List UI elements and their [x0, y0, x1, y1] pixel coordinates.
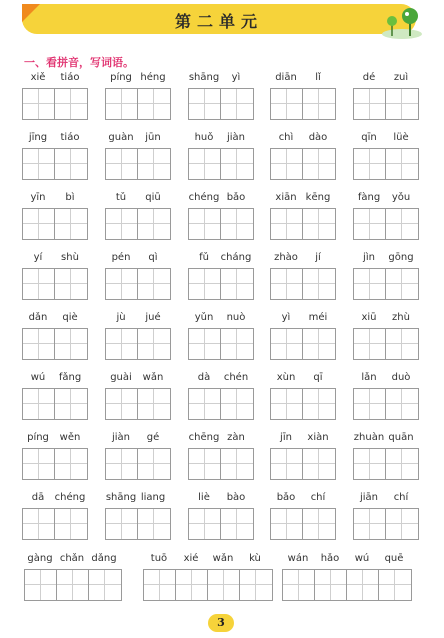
tian-zi-ge-cell[interactable] — [354, 329, 386, 359]
tian-zi-ge-cell[interactable] — [55, 329, 87, 359]
pinyin-syllable: bào — [226, 492, 246, 503]
tian-zi-ge-cell[interactable] — [354, 389, 386, 419]
tian-zi-ge-cell[interactable] — [221, 509, 253, 539]
tian-zi-ge-cell[interactable] — [55, 269, 87, 299]
pinyin-syllable: duò — [391, 372, 411, 383]
writing-boxes — [22, 328, 88, 360]
tian-zi-ge-cell[interactable] — [271, 149, 303, 179]
pinyin-syllable: yīn — [30, 192, 46, 203]
pinyin-syllable: jiàn — [226, 132, 246, 143]
writing-boxes — [105, 328, 171, 360]
writing-boxes — [270, 268, 336, 300]
tian-zi-ge-cell[interactable] — [89, 570, 121, 600]
writing-boxes — [22, 268, 88, 300]
tian-zi-ge-cell[interactable] — [189, 509, 221, 539]
pinyin-syllable: fàng — [357, 192, 381, 203]
pinyin-syllable: wǎn — [212, 553, 234, 564]
tian-zi-ge-cell[interactable] — [25, 570, 57, 600]
tian-zi-ge-cell[interactable] — [138, 509, 170, 539]
pinyin-syllable: xiān — [275, 192, 297, 203]
pinyin-syllable: jūn — [145, 132, 161, 143]
tian-zi-ge-cell[interactable] — [386, 209, 418, 239]
writing-boxes — [22, 148, 88, 180]
writing-boxes — [188, 268, 254, 300]
pinyin-syllable: chǎn — [59, 553, 85, 564]
pinyin-syllable: gé — [146, 432, 160, 443]
page-title: 第二单元 — [174, 12, 263, 31]
pinyin-syllable: tuō — [150, 553, 168, 564]
pinyin-syllable: dé — [362, 72, 376, 83]
tian-zi-ge-cell[interactable] — [23, 509, 55, 539]
tian-zi-ge-cell[interactable] — [138, 209, 170, 239]
pinyin-syllable: pén — [111, 252, 131, 263]
writing-boxes — [270, 388, 336, 420]
pinyin-syllable: bǎo — [226, 192, 246, 203]
pinyin-syllable: yǔn — [194, 312, 214, 323]
tian-zi-ge-cell[interactable] — [138, 269, 170, 299]
tian-zi-ge-cell[interactable] — [189, 329, 221, 359]
tian-zi-ge-cell[interactable] — [386, 149, 418, 179]
tian-zi-ge-cell[interactable] — [303, 329, 335, 359]
pinyin-syllable: píng — [27, 432, 49, 443]
pinyin-syllable: yì — [231, 72, 241, 83]
pinyin-syllable: dà — [197, 372, 211, 383]
writing-boxes — [270, 508, 336, 540]
tian-zi-ge-cell[interactable] — [221, 149, 253, 179]
tian-zi-ge-cell[interactable] — [303, 149, 335, 179]
pinyin-syllable: wǎn — [142, 372, 164, 383]
pinyin-syllable: jīn — [280, 432, 292, 443]
writing-boxes — [105, 508, 171, 540]
writing-boxes — [188, 148, 254, 180]
unit-banner — [22, 4, 416, 34]
writing-boxes — [22, 88, 88, 120]
pinyin-syllable: jiàn — [111, 432, 131, 443]
tian-zi-ge-cell[interactable] — [189, 89, 221, 119]
pinyin-syllable: nuò — [226, 312, 246, 323]
tian-zi-ge-cell[interactable] — [189, 209, 221, 239]
writing-boxes — [22, 388, 88, 420]
tian-zi-ge-cell[interactable] — [23, 209, 55, 239]
tian-zi-ge-cell[interactable] — [55, 509, 87, 539]
tian-zi-ge-cell[interactable] — [189, 269, 221, 299]
pinyin-syllable: cháng — [220, 252, 252, 263]
tian-zi-ge-cell[interactable] — [106, 89, 138, 119]
tian-zi-ge-cell[interactable] — [303, 509, 335, 539]
pinyin-syllable: chéng — [54, 492, 86, 503]
tian-zi-ge-cell[interactable] — [271, 449, 303, 479]
tian-zi-ge-cell[interactable] — [386, 329, 418, 359]
tian-zi-ge-cell[interactable] — [221, 269, 253, 299]
tian-zi-ge-cell[interactable] — [23, 149, 55, 179]
writing-boxes — [353, 388, 419, 420]
pinyin-syllable: wú — [30, 372, 46, 383]
pinyin-syllable: dǎn — [28, 312, 48, 323]
tian-zi-ge-cell[interactable] — [55, 149, 87, 179]
pinyin-syllable: guài — [110, 372, 132, 383]
tian-zi-ge-cell[interactable] — [386, 89, 418, 119]
pinyin-syllable: chí — [310, 492, 326, 503]
tian-zi-ge-cell[interactable] — [55, 449, 87, 479]
pinyin-syllable: méi — [308, 312, 328, 323]
tian-zi-ge-cell[interactable] — [23, 389, 55, 419]
pinyin-syllable: chēng — [188, 432, 220, 443]
tian-zi-ge-cell[interactable] — [354, 89, 386, 119]
pinyin-syllable: liang — [140, 492, 166, 503]
pinyin-syllable: tǔ — [115, 192, 127, 203]
tian-zi-ge-cell[interactable] — [176, 570, 208, 600]
writing-boxes — [353, 268, 419, 300]
pinyin-syllable: shù — [61, 252, 79, 263]
pinyin-syllable: hǎo — [320, 553, 340, 564]
pinyin-syllable: quē — [384, 553, 404, 564]
tian-zi-ge-cell[interactable] — [23, 89, 55, 119]
writing-boxes — [188, 328, 254, 360]
tian-zi-ge-cell[interactable] — [303, 389, 335, 419]
pinyin-syllable: wěn — [59, 432, 81, 443]
writing-boxes — [270, 448, 336, 480]
tian-zi-ge-cell[interactable] — [189, 389, 221, 419]
tian-zi-ge-cell[interactable] — [106, 329, 138, 359]
writing-boxes — [188, 448, 254, 480]
tian-zi-ge-cell[interactable] — [386, 269, 418, 299]
pinyin-syllable: chéng — [188, 192, 220, 203]
pinyin-syllable: dào — [308, 132, 328, 143]
writing-boxes — [270, 208, 336, 240]
writing-boxes — [188, 388, 254, 420]
pinyin-syllable: lǐ — [315, 72, 321, 83]
tian-zi-ge-cell[interactable] — [271, 509, 303, 539]
tian-zi-ge-cell[interactable] — [189, 149, 221, 179]
section-title: 一、看拼音，写词语。 — [24, 56, 134, 69]
pinyin-syllable: fǔ — [199, 252, 209, 263]
pinyin-syllable: zhù — [392, 312, 410, 323]
pinyin-syllable: kù — [249, 553, 261, 564]
pinyin-syllable: shāng — [105, 492, 137, 503]
tian-zi-ge-cell[interactable] — [57, 570, 89, 600]
pinyin-syllable: lǎn — [361, 372, 377, 383]
tian-zi-ge-cell[interactable] — [138, 149, 170, 179]
pinyin-syllable: tiáo — [60, 132, 80, 143]
pinyin-syllable: xùn — [276, 372, 296, 383]
pinyin-syllable: zuì — [393, 72, 409, 83]
tian-zi-ge-cell[interactable] — [144, 570, 176, 600]
banner-corner-decoration — [22, 4, 40, 22]
pinyin-syllable: héng — [140, 72, 166, 83]
tian-zi-ge-cell[interactable] — [386, 449, 418, 479]
writing-boxes — [22, 448, 88, 480]
page-number: 3 — [208, 614, 234, 632]
pinyin-syllable: qī — [313, 372, 323, 383]
tian-zi-ge-cell[interactable] — [55, 89, 87, 119]
tian-zi-ge-cell[interactable] — [303, 449, 335, 479]
pinyin-syllable: qiè — [62, 312, 78, 323]
pinyin-syllable: xiàn — [307, 432, 329, 443]
pinyin-syllable: qiū — [145, 192, 161, 203]
tian-zi-ge-cell[interactable] — [347, 570, 379, 600]
writing-boxes — [105, 148, 171, 180]
tian-zi-ge-cell[interactable] — [271, 89, 303, 119]
writing-boxes — [105, 268, 171, 300]
writing-boxes — [188, 508, 254, 540]
tian-zi-ge-cell[interactable] — [55, 389, 87, 419]
pinyin-syllable: kēng — [305, 192, 331, 203]
pinyin-syllable: xiě — [30, 72, 46, 83]
pinyin-syllable: huǒ — [194, 132, 214, 143]
tian-zi-ge-cell[interactable] — [354, 149, 386, 179]
pinyin-syllable: jīng — [28, 132, 48, 143]
tian-zi-ge-cell[interactable] — [303, 209, 335, 239]
tian-zi-ge-cell[interactable] — [271, 389, 303, 419]
pinyin-syllable: jìn — [363, 252, 375, 263]
tian-zi-ge-cell[interactable] — [138, 89, 170, 119]
pinyin-syllable: gàng — [27, 553, 53, 564]
pinyin-syllable: zhào — [274, 252, 298, 263]
pinyin-syllable: guàn — [108, 132, 134, 143]
tian-zi-ge-cell[interactable] — [303, 89, 335, 119]
tian-zi-ge-cell[interactable] — [106, 209, 138, 239]
pinyin-syllable: liè — [198, 492, 210, 503]
pinyin-syllable: dǎng — [91, 553, 117, 564]
writing-boxes — [353, 148, 419, 180]
tian-zi-ge-cell[interactable] — [303, 269, 335, 299]
tian-zi-ge-cell[interactable] — [138, 329, 170, 359]
tian-zi-ge-cell[interactable] — [271, 329, 303, 359]
pinyin-syllable: jiān — [359, 492, 379, 503]
pinyin-syllable: chén — [223, 372, 249, 383]
tian-zi-ge-cell[interactable] — [106, 449, 138, 479]
writing-boxes — [188, 208, 254, 240]
tian-zi-ge-cell[interactable] — [221, 209, 253, 239]
tian-zi-ge-cell[interactable] — [271, 209, 303, 239]
writing-boxes — [105, 88, 171, 120]
tian-zi-ge-cell[interactable] — [354, 509, 386, 539]
pinyin-syllable: yí — [33, 252, 43, 263]
pinyin-syllable: fǎng — [58, 372, 82, 383]
writing-boxes — [188, 88, 254, 120]
pinyin-syllable: xiū — [361, 312, 377, 323]
pinyin-syllable: xié — [183, 553, 199, 564]
writing-boxes — [22, 208, 88, 240]
pinyin-syllable: lüè — [393, 132, 409, 143]
tian-zi-ge-cell[interactable] — [386, 389, 418, 419]
tian-zi-ge-cell[interactable] — [240, 570, 272, 600]
tian-zi-ge-cell[interactable] — [386, 509, 418, 539]
writing-boxes — [270, 328, 336, 360]
writing-boxes — [105, 208, 171, 240]
pinyin-syllable: yì — [281, 312, 291, 323]
tian-zi-ge-cell[interactable] — [221, 389, 253, 419]
tian-zi-ge-cell[interactable] — [354, 269, 386, 299]
tian-zi-ge-cell[interactable] — [138, 389, 170, 419]
writing-boxes — [24, 569, 122, 601]
pinyin-syllable: bì — [65, 192, 75, 203]
pinyin-syllable: diān — [275, 72, 297, 83]
writing-boxes — [143, 569, 273, 601]
tian-zi-ge-cell[interactable] — [23, 329, 55, 359]
pinyin-syllable: qì — [148, 252, 158, 263]
writing-boxes — [353, 448, 419, 480]
pinyin-syllable: qīn — [361, 132, 377, 143]
pinyin-syllable: jué — [145, 312, 161, 323]
writing-boxes — [282, 569, 412, 601]
tian-zi-ge-cell[interactable] — [271, 269, 303, 299]
pinyin-syllable: shāng — [188, 72, 220, 83]
writing-boxes — [353, 208, 419, 240]
tree-icon — [380, 6, 430, 42]
tian-zi-ge-cell[interactable] — [106, 149, 138, 179]
writing-boxes — [105, 448, 171, 480]
tian-zi-ge-cell[interactable] — [221, 89, 253, 119]
pinyin-syllable: dā — [31, 492, 45, 503]
tian-zi-ge-cell[interactable] — [221, 449, 253, 479]
tian-zi-ge-cell[interactable] — [55, 209, 87, 239]
tian-zi-ge-cell[interactable] — [138, 449, 170, 479]
pinyin-syllable: chì — [278, 132, 294, 143]
writing-boxes — [270, 88, 336, 120]
tian-zi-ge-cell[interactable] — [106, 509, 138, 539]
pinyin-syllable: wú — [354, 553, 370, 564]
tian-zi-ge-cell[interactable] — [208, 570, 240, 600]
tian-zi-ge-cell[interactable] — [315, 570, 347, 600]
pinyin-syllable: zhuàn — [353, 432, 385, 443]
tian-zi-ge-cell[interactable] — [23, 269, 55, 299]
pinyin-syllable: jí — [315, 252, 321, 263]
pinyin-syllable: wán — [287, 553, 309, 564]
pinyin-syllable: tiáo — [60, 72, 80, 83]
tian-zi-ge-cell[interactable] — [106, 269, 138, 299]
pinyin-syllable: gōng — [388, 252, 414, 263]
writing-boxes — [353, 508, 419, 540]
tian-zi-ge-cell[interactable] — [23, 449, 55, 479]
writing-boxes — [270, 148, 336, 180]
writing-boxes — [353, 88, 419, 120]
pinyin-syllable: bǎo — [276, 492, 296, 503]
tian-zi-ge-cell[interactable] — [106, 389, 138, 419]
pinyin-syllable: píng — [110, 72, 132, 83]
tian-zi-ge-cell[interactable] — [283, 570, 315, 600]
writing-boxes — [22, 508, 88, 540]
tian-zi-ge-cell[interactable] — [221, 329, 253, 359]
pinyin-syllable: zàn — [227, 432, 245, 443]
tian-zi-ge-cell[interactable] — [379, 570, 411, 600]
tian-zi-ge-cell[interactable] — [354, 209, 386, 239]
tian-zi-ge-cell[interactable] — [354, 449, 386, 479]
tian-zi-ge-cell[interactable] — [189, 449, 221, 479]
writing-boxes — [353, 328, 419, 360]
pinyin-syllable: quān — [388, 432, 414, 443]
writing-boxes — [105, 388, 171, 420]
pinyin-syllable: chí — [393, 492, 409, 503]
pinyin-syllable: jù — [116, 312, 126, 323]
pinyin-syllable: yǒu — [391, 192, 411, 203]
